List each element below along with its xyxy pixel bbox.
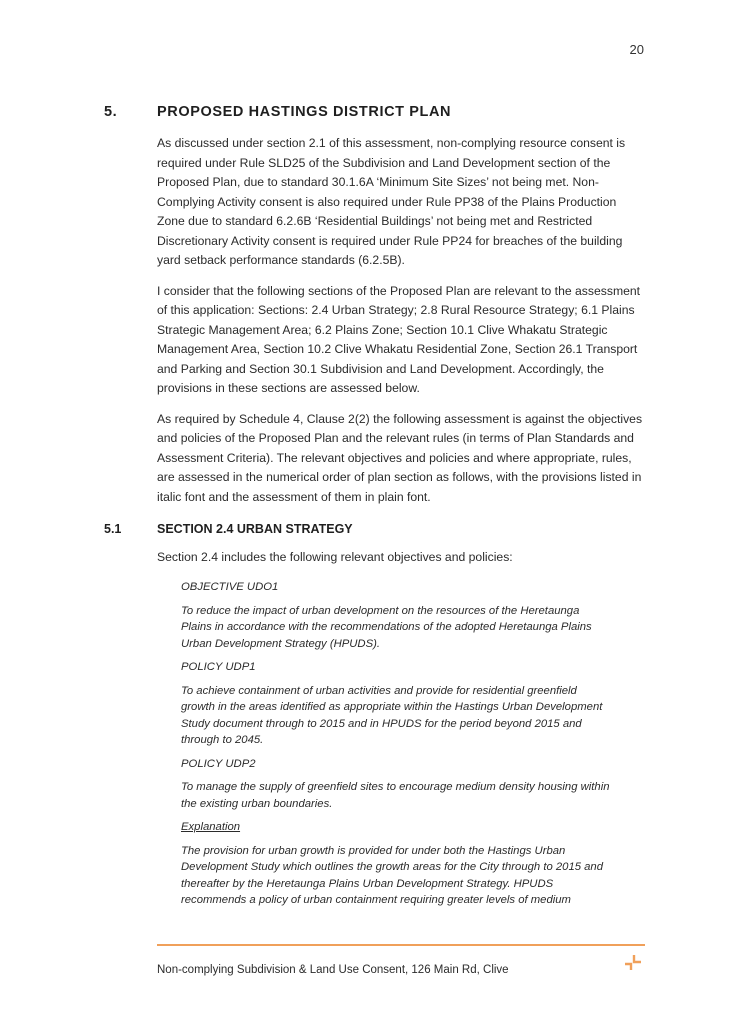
subsection-intro-block [157,548,647,579]
subsection-title: SECTION 2.4 URBAN STRATEGY [157,522,353,536]
explanation-text: The provision for urban growth is provided for under both the Hastings Urban Development Study which outlines the growth areas for the City through to 2015 and thereafter by the Heretaunga Plains Urban Development Strategy. HPUDS recommends a policy of urban containment requiring greater levels of medium [181,844,604,906]
section-number: 5. [104,104,118,120]
provisions-block [181,579,611,916]
explanation-label: Explanation [181,821,241,833]
paragraph: I consider that the following sections of the Proposed Plan are relevant to the assessment of this application: Sections: 2.4 Urban Strategy; 2.8 Rural Resource Strategy; 6.1 Plains Strategic Management Area; 6.2 Plains Zone; Section 10.1 Clive Whakatu Strategic Management Area, Section 10.2 Clive Whakatu Residential Zone, Section 26.1 Transport and Parking and Section 30.1 Subdivision and Land Development. Accordingly, the provisions in these sections are assessed below. [157,283,641,395]
section-body [157,134,647,518]
policy-label: POLICY UDP2 [181,757,256,770]
subsection-number: 5.1 [104,522,122,536]
footer-text: Non-complying Subdivision & Land Use Consent, 126 Main Rd, Clive [157,964,509,976]
policy-text: To achieve containment of urban activities and provide for residential greenfield growth in the areas identified as appropriate within the Hastings Urban Development Study document through to 2015 and in HPUDS for the period beyond 2015 and through to 2045. [181,684,603,746]
objective-text: To reduce the impact of urban development on the resources of the Heretaunga Plains in accordance with the recommendations of the adopted Heretaunga Plains Urban Development Strategy (HPUDS). [181,604,592,650]
subsection-intro: Section 2.4 includes the following relevant objectives and policies: [157,550,513,564]
policy-label: POLICY UDP1 [181,661,256,673]
section-title: PROPOSED HASTINGS DISTRICT PLAN [157,104,452,120]
policy-text: To manage the supply of greenfield sites to encourage medium density housing within the existing urban boundaries. [181,781,610,810]
objective-label: OBJECTIVE UDO1 [181,581,279,593]
footer-divider [157,944,645,946]
paragraph: As discussed under section 2.1 of this assessment, non-complying resource consent is required under Rule SLD25 of the Subdivision and Land Development section of the Proposed Plan, due to standard 30.1.6A ‘Minimum Site Sizes’ not being met. Non-Complying Activity consent is also required under Rule PP38 of the Plains Production Zone due to standard 6.2.6B ‘Residential Buildings’ not being met and Restricted Discretionary Activity consent is required under Rule PP24 for breaches of the building yard setback performance standards (6.2.5B). [157,136,626,267]
page-number: 20 [629,42,644,57]
corner-brackets-icon [624,953,642,971]
paragraph: As required by Schedule 4, Clause 2(2) the following assessment is against the objectives and policies of the Proposed Plan and the relevant rules (in terms of Plan Standards and Assessment Criteria). The relevant objectives and policies and where appropriate, rules, are assessed in the numerical order of plan section as follows, with the provisions listed in italic font and the assessment of them in plain font. [157,411,643,504]
